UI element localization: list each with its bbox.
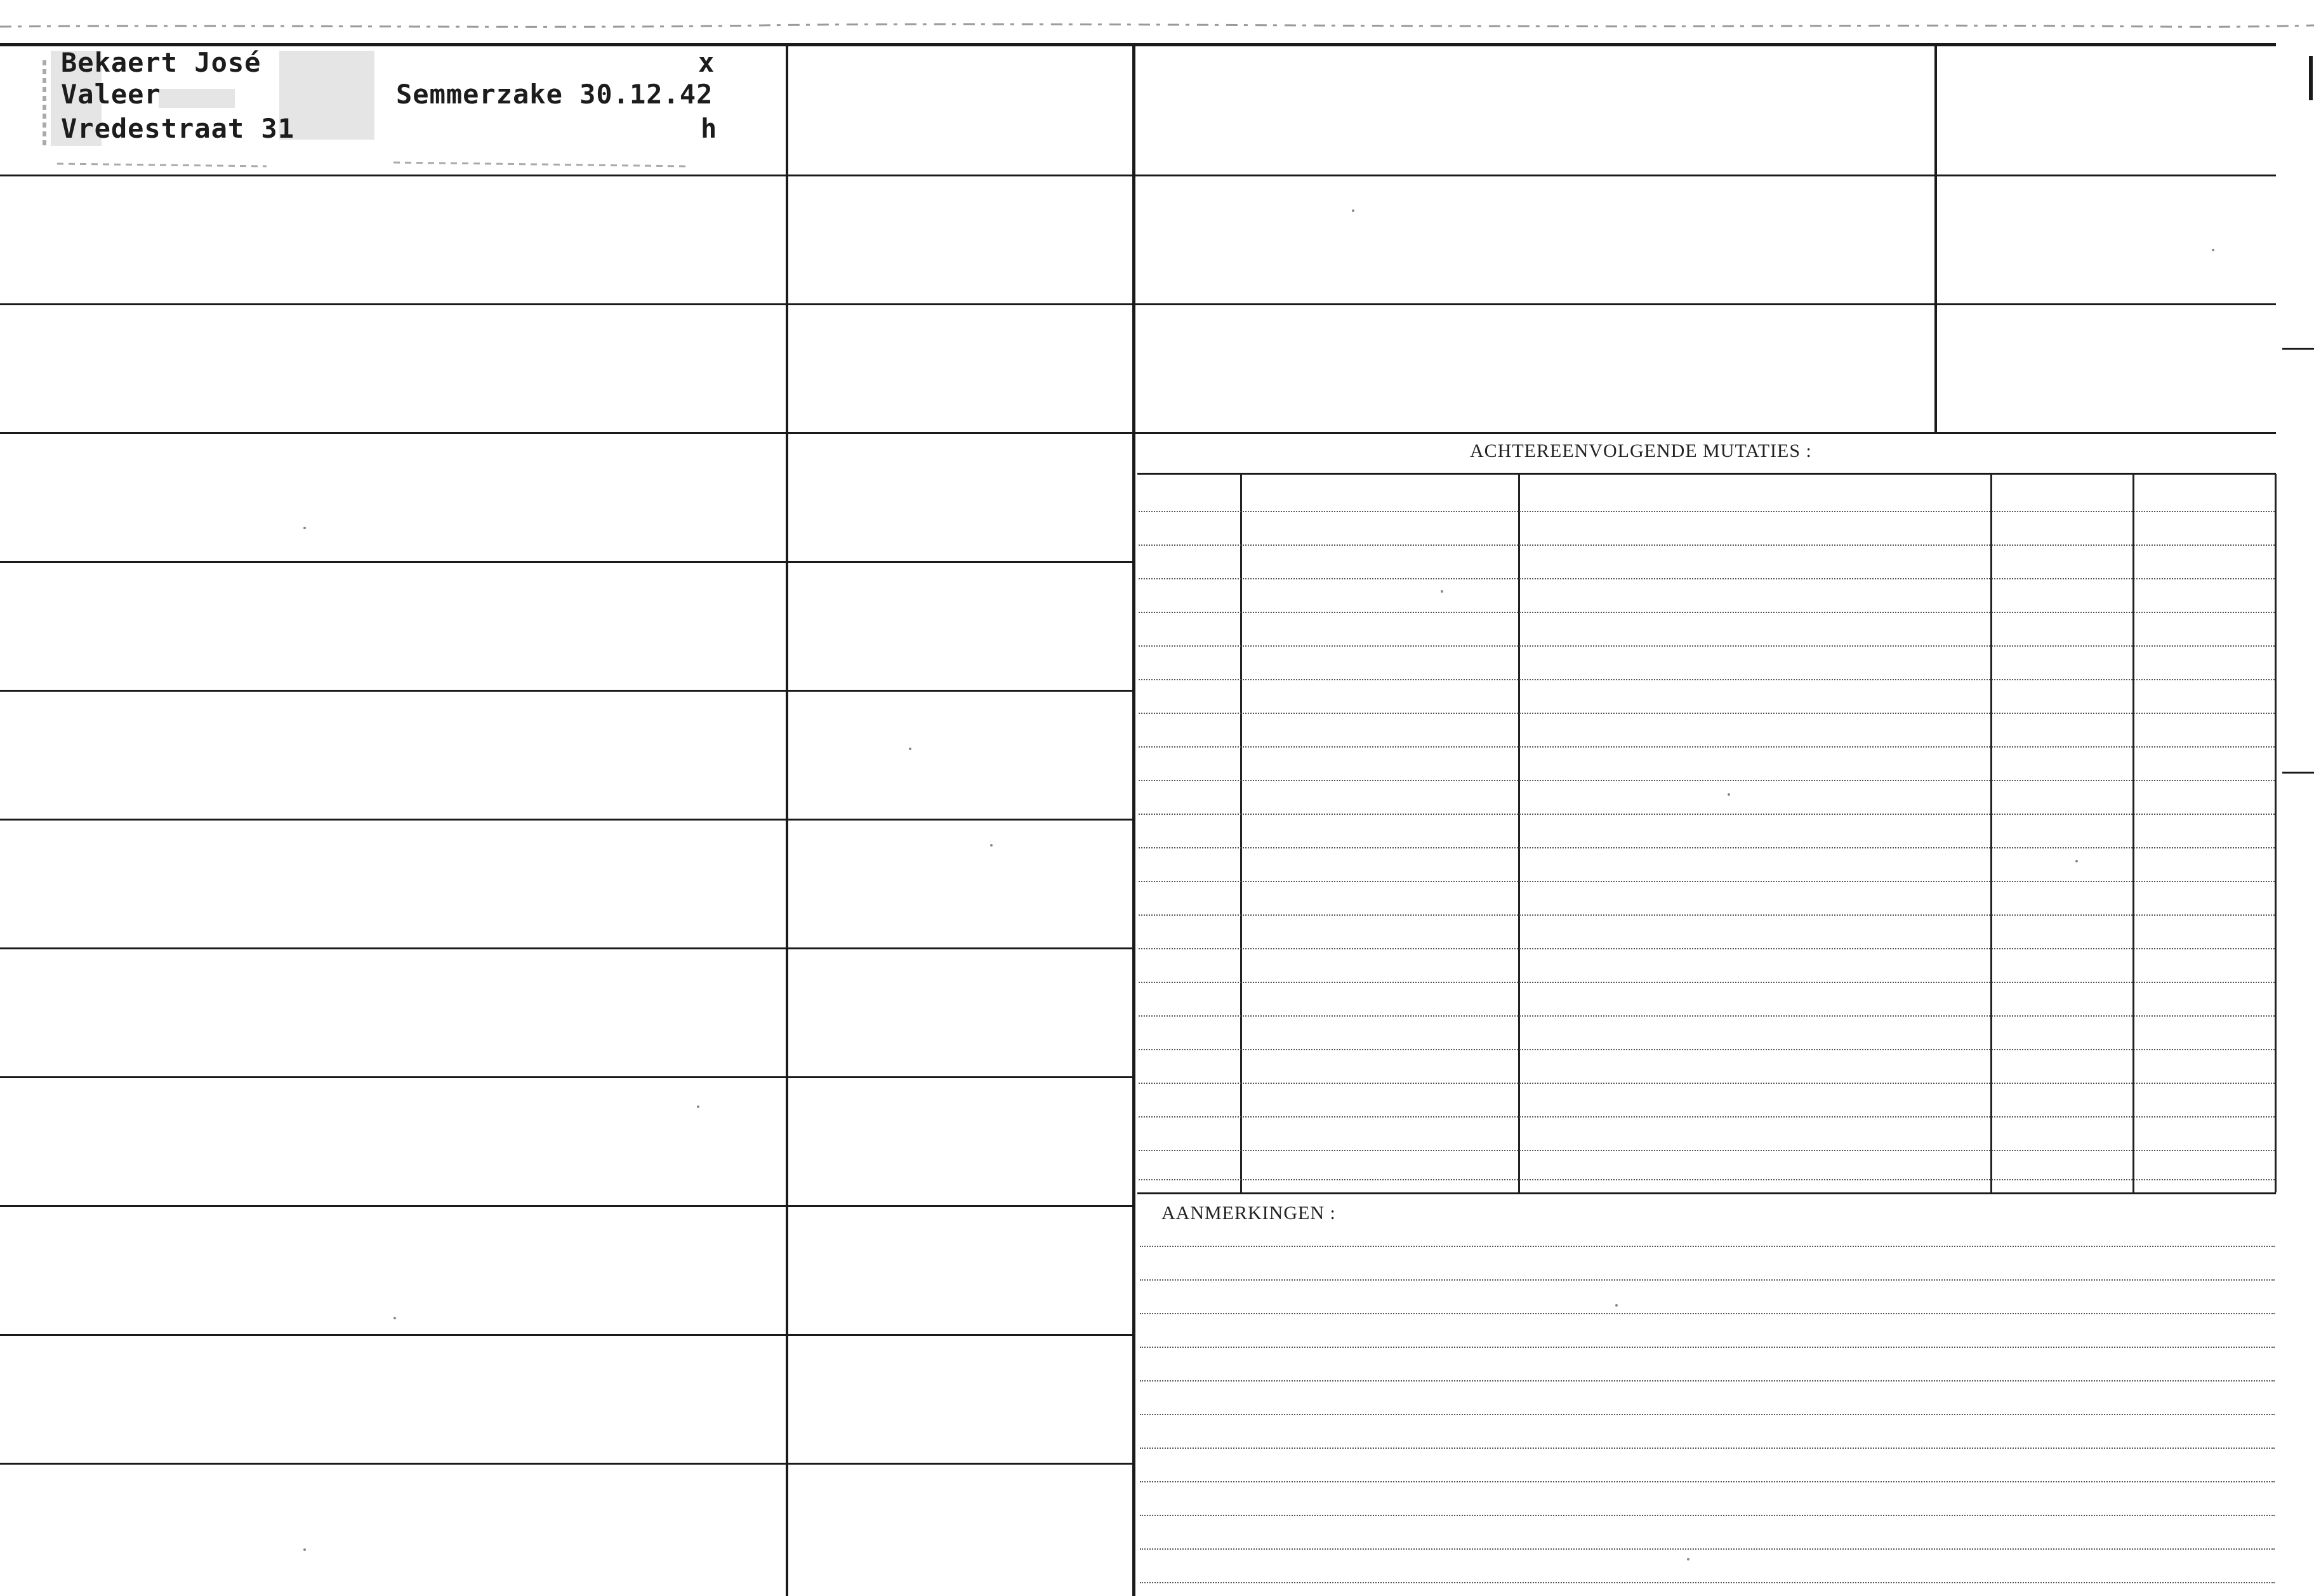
mutations-dotted-row — [1139, 679, 2275, 680]
typed-block-noise — [0, 0, 762, 178]
scan-speck — [303, 527, 306, 529]
scan-speck — [393, 1317, 396, 1319]
row-line-7 — [0, 947, 1134, 949]
mutations-dotted-row — [1139, 1150, 2275, 1151]
mutations-dotted-row — [1139, 578, 2275, 579]
mutations-dotted-row — [1139, 746, 2275, 748]
scan-speck — [303, 1548, 306, 1551]
record-place-date: Semmerzake 30.12.42 — [396, 79, 713, 110]
remarks-dotted-line — [1140, 1515, 2275, 1516]
scan-speck — [697, 1105, 699, 1108]
record-first-name: Valeer — [61, 79, 161, 110]
remarks-dotted-line — [1140, 1380, 2275, 1382]
row-line-3 — [0, 432, 1134, 434]
record-mark-h: h — [701, 113, 718, 144]
scan-speck — [1441, 590, 1443, 593]
edge-mark — [2309, 56, 2313, 100]
scan-speck — [909, 748, 911, 750]
column-divider-1 — [786, 46, 788, 1596]
remarks-dotted-line — [1140, 1481, 2275, 1482]
remarks-dotted-line — [1140, 1548, 2275, 1550]
row-line-2 — [0, 303, 1134, 305]
mutations-col-4 — [2132, 474, 2134, 1192]
row-line-6 — [0, 819, 1134, 821]
remarks-dotted-line — [1140, 1347, 2275, 1348]
edge-tick-1 — [2282, 348, 2314, 350]
row-line-4 — [0, 561, 1134, 563]
mutations-col-5 — [2275, 474, 2277, 1192]
mutations-dotted-row — [1139, 814, 2275, 815]
scan-speck — [1352, 209, 1354, 212]
right-row-line-3 — [1134, 432, 2276, 434]
mutations-dotted-row — [1139, 1049, 2275, 1050]
row-line-9 — [0, 1205, 1134, 1207]
row-line-8 — [0, 1076, 1134, 1078]
scan-speck — [2212, 249, 2214, 251]
mutations-dotted-row — [1139, 612, 2275, 613]
edge-tick-2 — [2282, 772, 2314, 774]
mutations-col-1 — [1240, 474, 1242, 1192]
mutations-dotted-row — [1139, 544, 2275, 546]
mutations-dotted-row — [1139, 847, 2275, 848]
mutations-dotted-row — [1139, 645, 2275, 647]
right-row-line-2 — [1134, 303, 2276, 305]
mutations-table-bottom — [1137, 1192, 2276, 1194]
remarks-dotted-line — [1140, 1448, 2275, 1449]
remarks-dotted-line — [1140, 1246, 2275, 1247]
scan-speck — [1728, 793, 1730, 796]
mutations-dotted-row — [1139, 511, 2275, 512]
remarks-dotted-line — [1140, 1279, 2275, 1281]
row-line-11 — [0, 1463, 1134, 1465]
remarks-dotted-line — [1140, 1414, 2275, 1415]
mutations-col-2 — [1518, 474, 1520, 1192]
mutations-dotted-row — [1139, 948, 2275, 949]
remarks-dotted-line — [1140, 1313, 2275, 1314]
mutations-dotted-row — [1139, 1116, 2275, 1118]
row-line-10 — [0, 1334, 1134, 1336]
record-name: Bekaert José — [61, 47, 261, 78]
scan-speck — [1615, 1304, 1618, 1307]
remarks-dotted-line — [1140, 1582, 2275, 1583]
mutations-title: ACHTEREENVOLGENDE MUTATIES : — [1470, 440, 1812, 461]
column-divider-3 — [1934, 46, 1937, 433]
mutations-dotted-row — [1139, 982, 2275, 983]
scan-speck — [1687, 1558, 1689, 1560]
mutations-dotted-row — [1139, 881, 2275, 882]
mutations-dotted-row — [1139, 713, 2275, 714]
record-address: Vredestraat 31 — [61, 113, 295, 144]
record-mark-x: x — [698, 47, 715, 78]
remarks-title: AANMERKINGEN : — [1161, 1203, 1336, 1223]
mutations-dotted-row — [1139, 780, 2275, 781]
mutations-col-3 — [1990, 474, 1992, 1192]
mutations-dotted-row — [1139, 1083, 2275, 1084]
column-divider-2 — [1132, 46, 1135, 1596]
scan-speck — [2075, 860, 2078, 862]
scan-speck — [990, 844, 993, 847]
mutations-dotted-row — [1139, 914, 2275, 916]
mutations-dotted-row — [1139, 1179, 2275, 1180]
mutations-dotted-row — [1139, 1015, 2275, 1017]
right-row-line-1 — [1134, 175, 2276, 176]
mutations-table-top — [1137, 473, 2276, 475]
row-line-5 — [0, 690, 1134, 692]
